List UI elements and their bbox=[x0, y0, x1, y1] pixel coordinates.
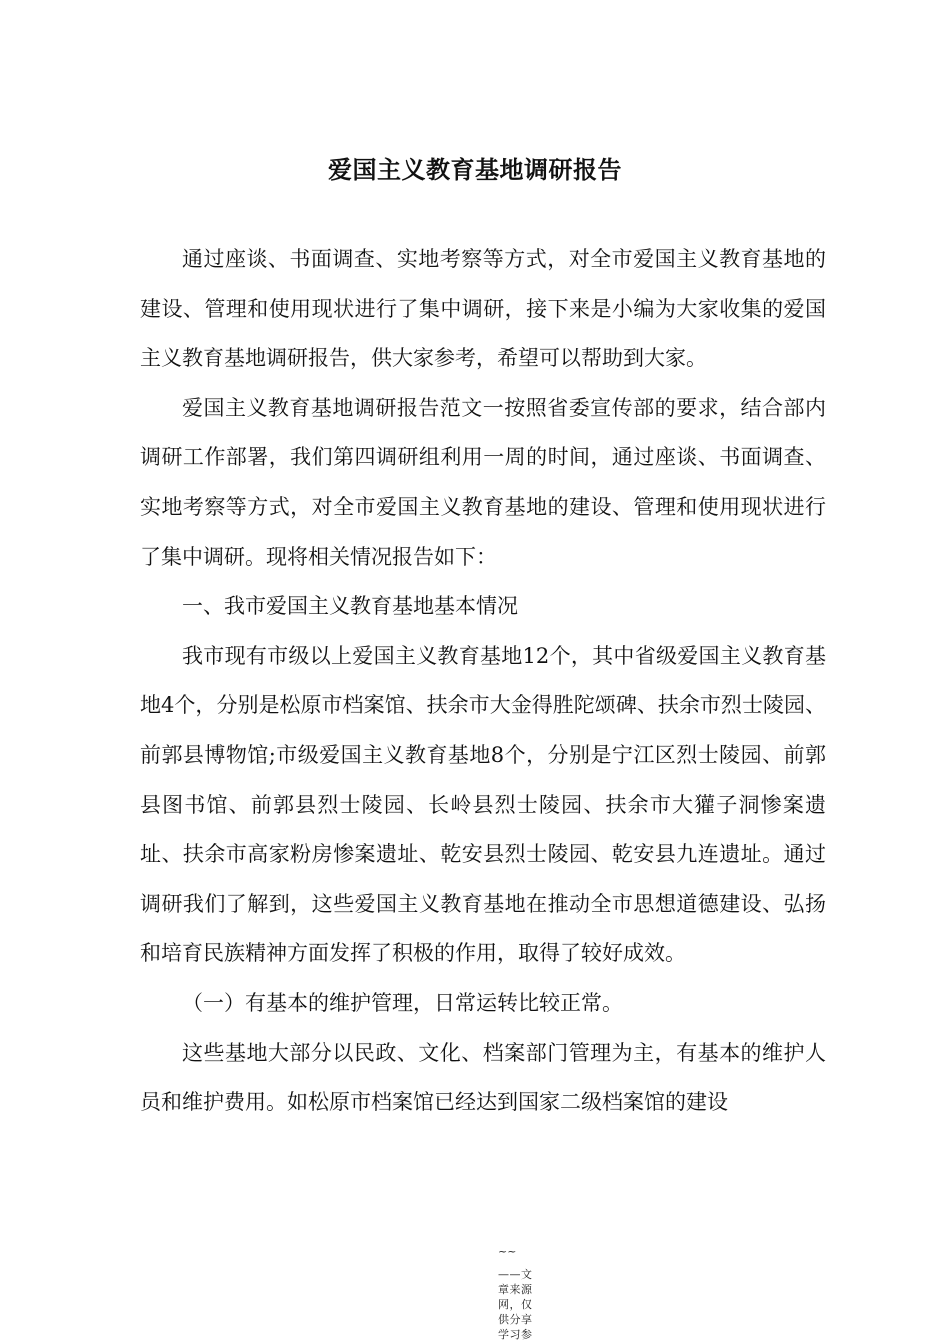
paragraph-maintenance-detail: 这些基地大部分以民政、文化、档案部门管理为主，有基本的维护人员和维护费用。如松原市档案馆已经达到国家二级档案馆的建设 bbox=[140, 1040, 826, 1115]
section-heading-basic-situation: 一、我市爱国主义教育基地基本情况 bbox=[182, 594, 518, 619]
document-title: 爱国主义教育基地调研报告 bbox=[328, 156, 622, 184]
document-body bbox=[140, 235, 826, 1128]
paragraph-base-list: 我市现有市级以上爱国主义教育基地12个，其中省级爱国主义教育基地4个，分别是松原市档案馆、扶余市大金得胜陀颂碑、扶余市烈士陵园、前郭县博物馆;市级爱国主义教育基地8个，分别是宁江区烈士陵园、前郭县图书馆、前郭县烈士陵园、长岭县烈士陵园、扶余市大獾子洞惨案遗址、扶余市高家粉房惨案遗址、乾安县烈士陵园、乾安县九连遗址。通过调研我们了解到，这些爱国主义教育基地在推动全市思想道德建设、弘扬和培育民族精神方面发挥了积极的作用，取得了较好成效。 bbox=[140, 643, 826, 966]
subsection-heading-maintenance: （一）有基本的维护管理，日常运转比较正常。 bbox=[182, 990, 623, 1015]
footer-source-note: ——文章来源网，仅供分享学习参 bbox=[498, 1268, 533, 1341]
paragraph-report-overview: 爱国主义教育基地调研报告范文一按照省委宣传部的要求，结合部内调研工作部署，我们第四调研组利用一周的时间，通过座谈、书面调查、实地考察等方式，对全市爱国主义教育基地的建设、管理和使用现状进行了集中调研。现将相关情况报告如下： bbox=[140, 395, 826, 569]
paragraph-intro: 通过座谈、书面调查、实地考察等方式，对全市爱国主义教育基地的建设、管理和使用现状进行了集中调研，接下来是小编为大家收集的爱国主义教育基地调研报告，供大家参考，希望可以帮助到大家。 bbox=[140, 247, 826, 371]
footer-mark: ~~ bbox=[498, 1245, 517, 1258]
page-footer bbox=[498, 1244, 546, 1342]
